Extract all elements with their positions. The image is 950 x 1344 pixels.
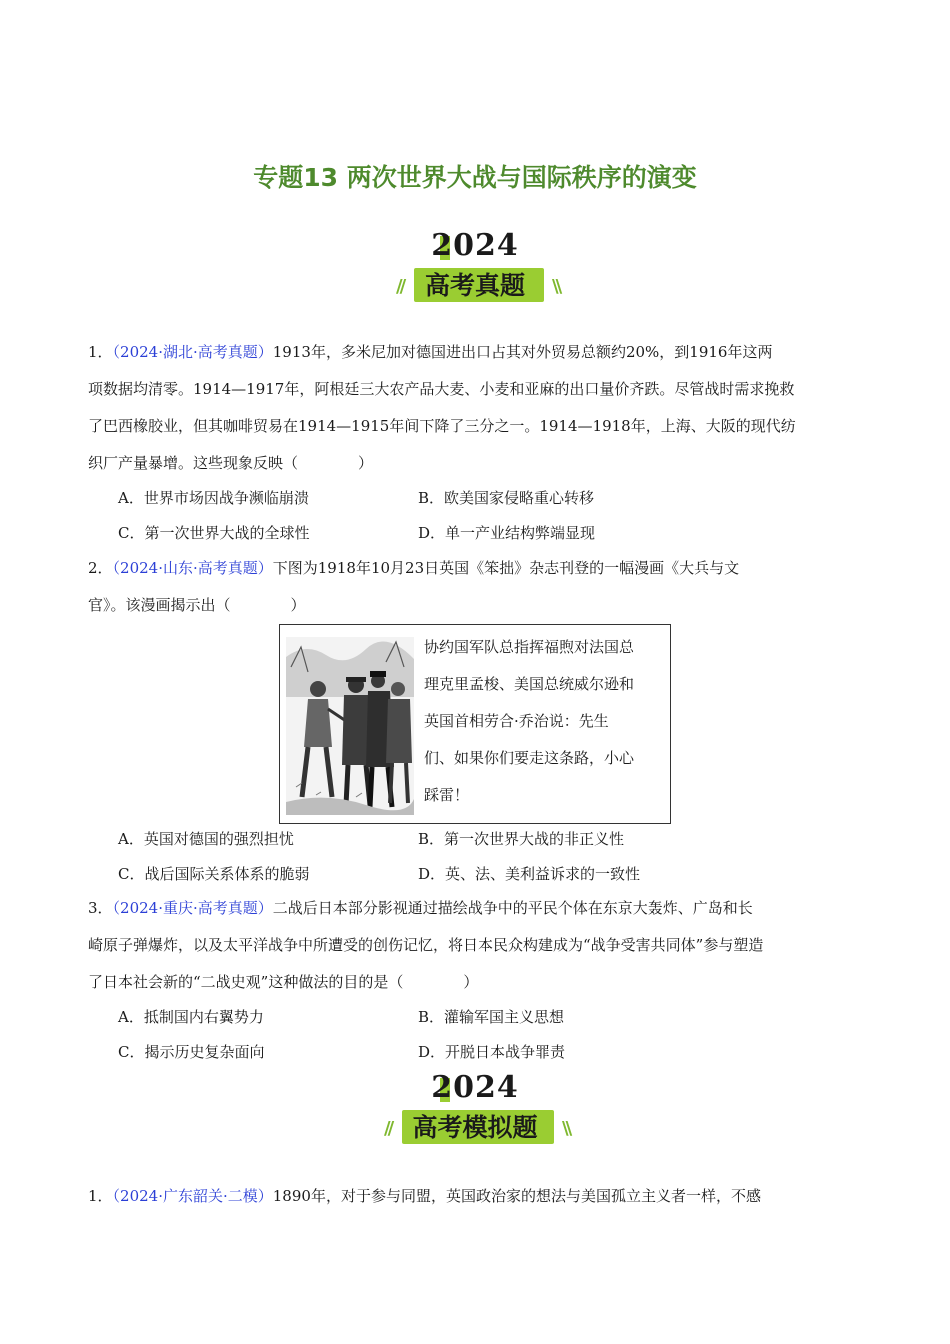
question-1-line-2: 项数据均清零。1914—1917年，阿根廷三大农产品大麦、小麦和亚麻的出口量价齐跌。尽管战时需求挽救 <box>88 380 795 398</box>
banner-label: 高考模拟题 <box>412 1113 538 1142</box>
question-source: （2024·重庆·高考真题） <box>112 899 273 917</box>
question-2-line-2: 官》。该漫画揭示出（ ） <box>88 596 306 614</box>
option-d[interactable]: D．开脱日本战争罪责 <box>418 1043 566 1061</box>
slash-decoration-right: \\ <box>552 276 560 297</box>
section-banner-mock-exam <box>0 1070 950 1150</box>
option-d[interactable]: D．英、法、美利益诉求的一致性 <box>418 865 641 883</box>
cartoon-figure <box>279 624 671 824</box>
option-b[interactable]: B．欧美国家侵略重心转移 <box>418 489 595 507</box>
banner-label: 高考真题 <box>424 271 525 300</box>
question-text: 下图为1918年10月23日英国《笨拙》杂志刊登的一幅漫画《大兵与文 <box>272 559 740 577</box>
question-number: 2． <box>88 559 113 577</box>
option-c[interactable]: C．战后国际关系体系的脆弱 <box>118 865 310 883</box>
banner-year: 2024 <box>431 1070 519 1105</box>
slash-decoration-right: \\ <box>562 1118 570 1139</box>
option-b[interactable]: B．第一次世界大战的非正义性 <box>418 830 625 848</box>
cartoon-image <box>286 637 414 815</box>
question-1-line-4: 织厂产量暴增。这些现象反映（ ） <box>88 454 374 472</box>
option-a[interactable]: A．世界市场因战争濒临崩溃 <box>118 489 309 507</box>
option-d[interactable]: D．单一产业结构弊端显现 <box>418 524 596 542</box>
question-2-line-1 <box>88 558 739 578</box>
slash-decoration-left: // <box>384 1118 392 1139</box>
caption-line-4: 们、如果你们要走这条路，小心 <box>424 749 635 767</box>
page-title: 专题13 两次世界大战与国际秩序的演变 <box>253 163 697 192</box>
question-text: 1913年，多米尼加对德国进出口占其对外贸易总额约20%，到1916年这两 <box>272 343 773 361</box>
question-3-line-3: 了日本社会新的“二战史观”这种做法的目的是（ ） <box>88 973 479 991</box>
section-banner-real-exam <box>0 228 950 308</box>
option-c[interactable]: C．第一次世界大战的全球性 <box>118 524 310 542</box>
banner-year: 2024 <box>431 228 519 263</box>
question-3-line-1 <box>88 898 753 918</box>
option-b[interactable]: B．灌输军国主义思想 <box>418 1008 565 1026</box>
question-number: 3． <box>88 899 113 917</box>
mock-question-1-line-1 <box>88 1186 761 1206</box>
question-number: 1． <box>88 343 113 361</box>
question-source: （2024·湖北·高考真题） <box>112 343 273 361</box>
question-text: 二战后日本部分影视通过描绘战争中的平民个体在东京大轰炸、广岛和长 <box>272 899 753 917</box>
question-1-line-1 <box>88 342 772 362</box>
question-1-line-3: 了巴西橡胶业，但其咖啡贸易在1914—1915年间下降了三分之一。1914—1918年，上海、大阪的现代纺 <box>88 417 796 435</box>
option-c[interactable]: C．揭示历史复杂面向 <box>118 1043 265 1061</box>
caption-line-5: 踩雷！ <box>424 786 470 804</box>
question-text: 1890年，对于参与同盟，英国政治家的想法与美国孤立主义者一样，不感 <box>272 1187 761 1205</box>
slash-decoration-left: // <box>396 276 404 297</box>
caption-line-2: 理克里孟梭、美国总统威尔逊和 <box>424 675 635 693</box>
question-number: 1． <box>88 1187 113 1205</box>
option-a[interactable]: A．英国对德国的强烈担忧 <box>118 830 294 848</box>
question-source: （2024·山东·高考真题） <box>112 559 273 577</box>
option-a[interactable]: A．抵制国内右翼势力 <box>118 1008 264 1026</box>
question-source: （2024·广东韶关·二模） <box>112 1187 273 1205</box>
caption-line-1: 协约国军队总指挥福煦对法国总 <box>424 638 635 656</box>
question-3-line-2: 崎原子弹爆炸，以及太平洋战争中所遭受的创伤记忆，将日本民众构建成为“战争受害共同体”参与塑造 <box>88 936 764 954</box>
caption-line-3: 英国首相劳合·乔治说：先生 <box>424 712 609 730</box>
